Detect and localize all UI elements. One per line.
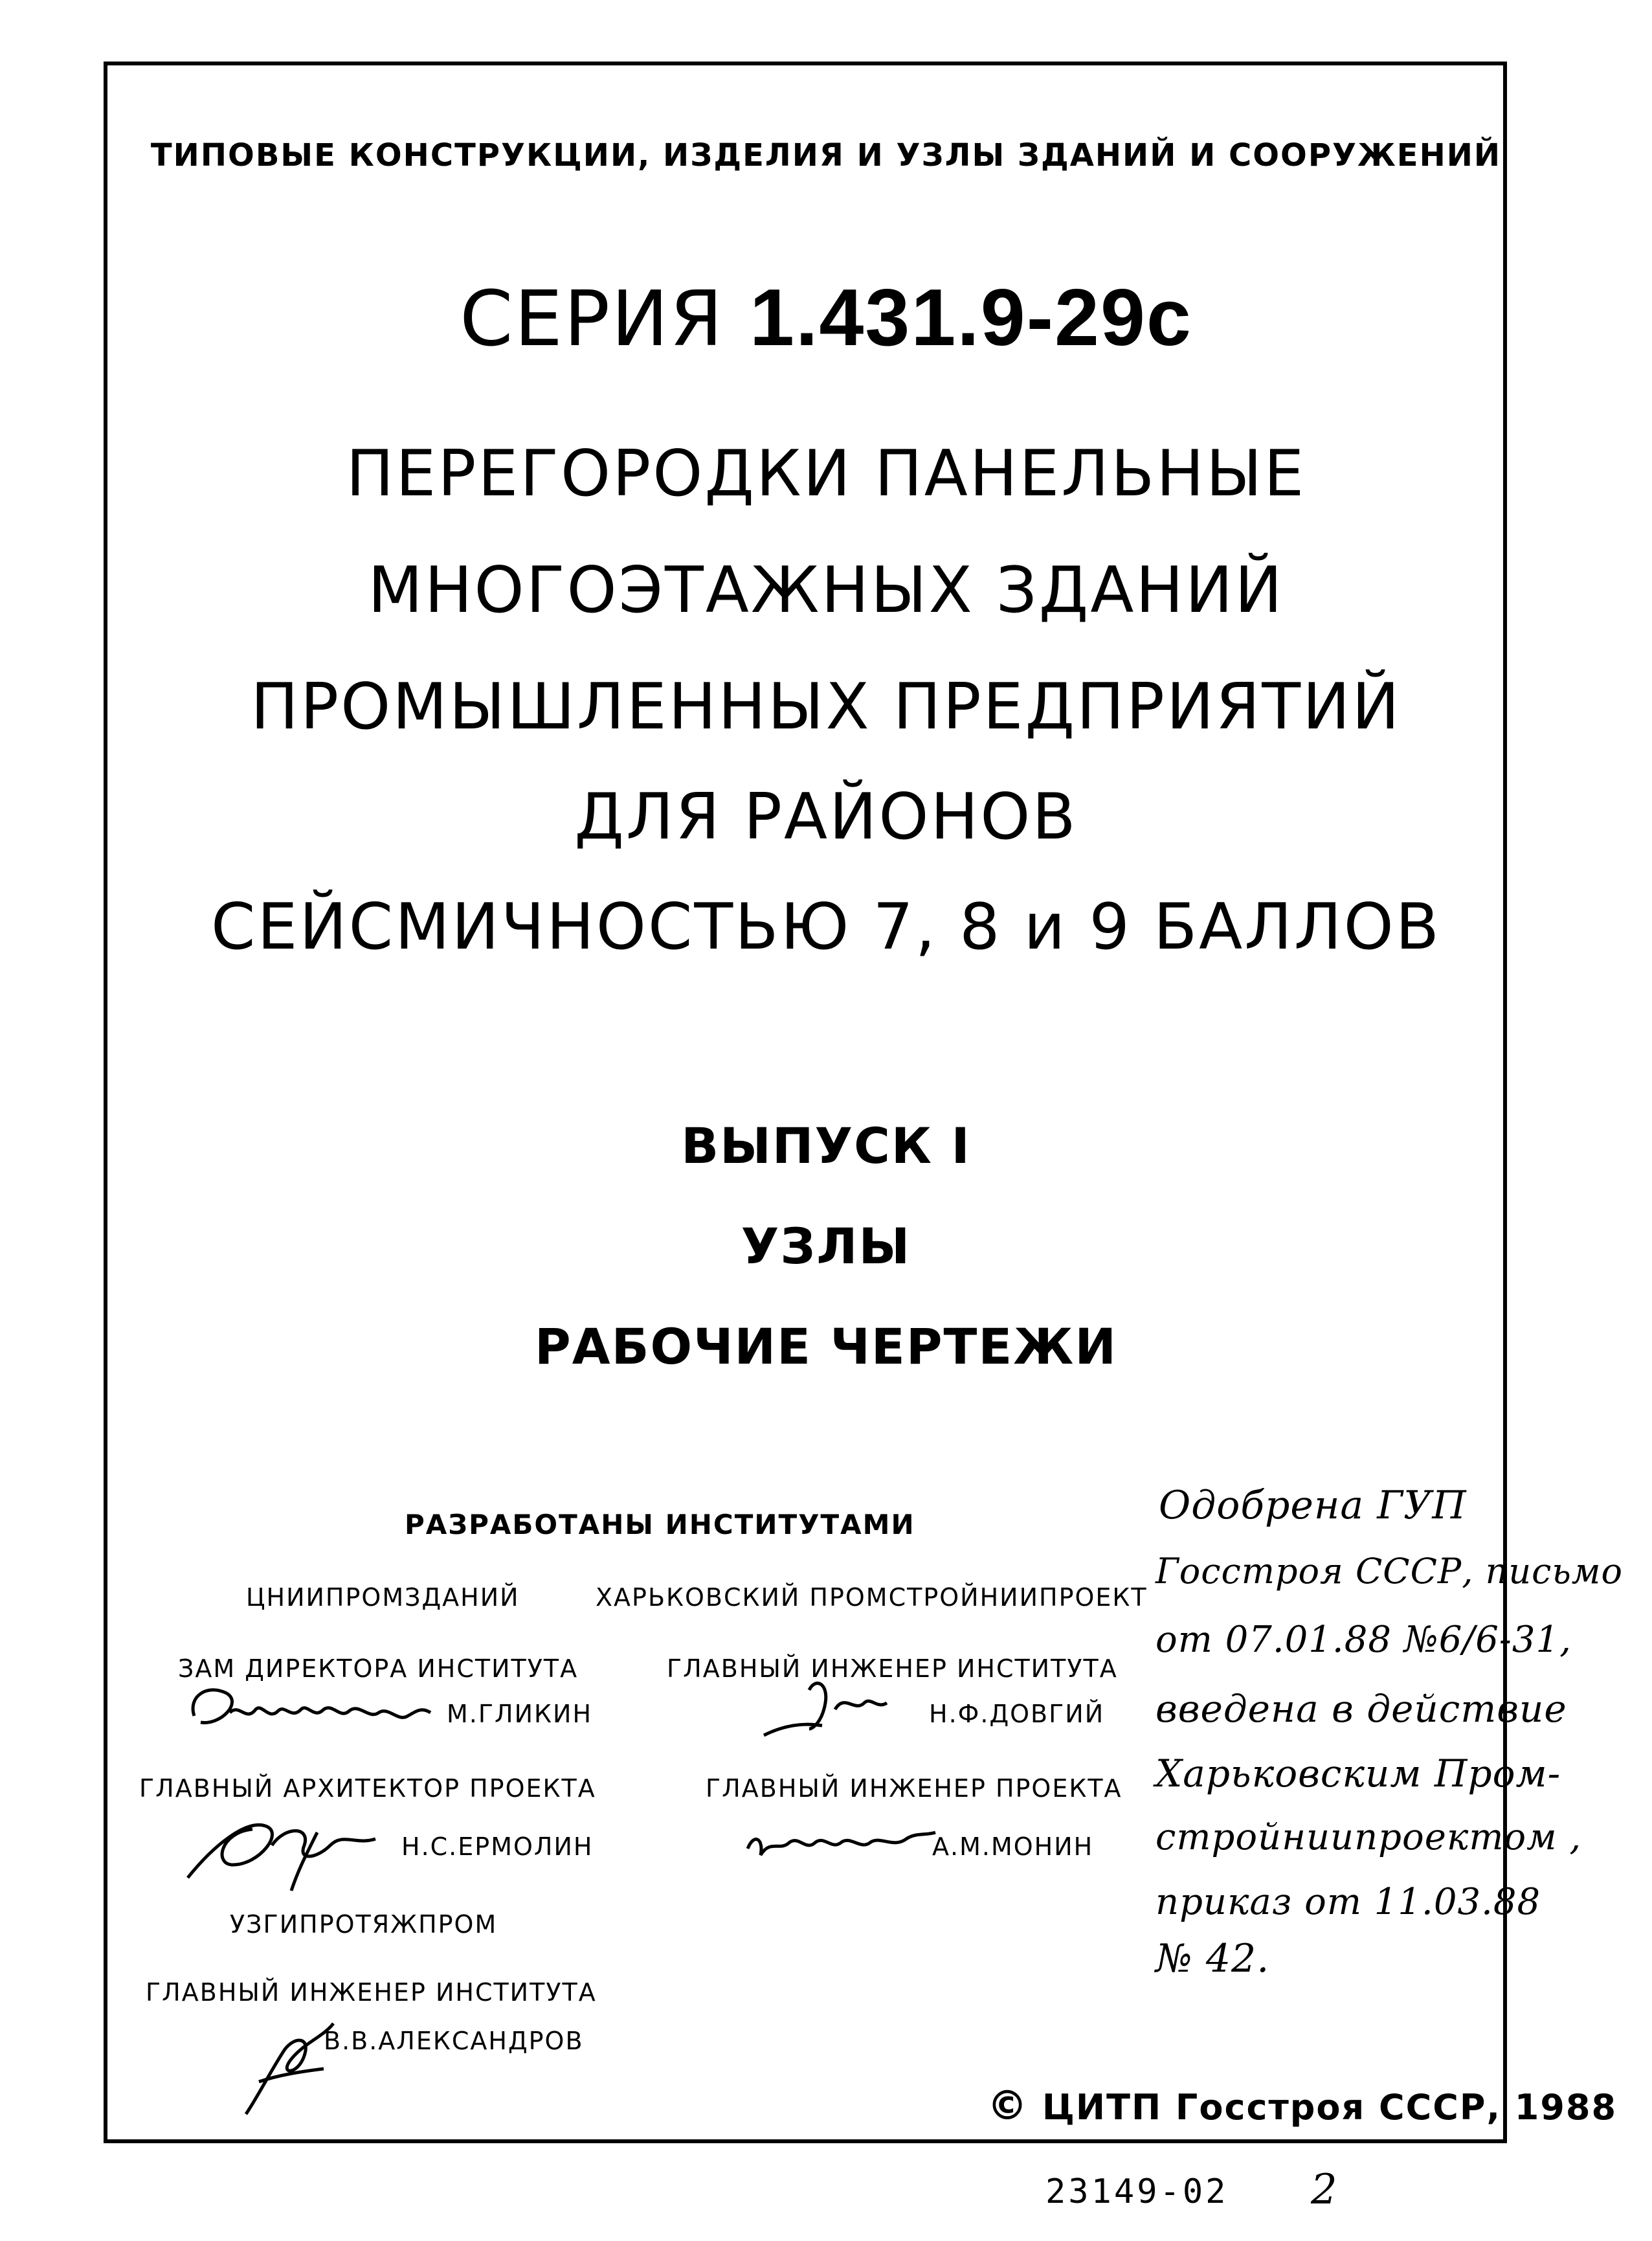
approval-line-1: Одобрена ГУП	[1159, 1483, 1467, 1528]
left-role-2: ГЛАВНЫЙ АРХИТЕКТОР ПРОЕКТА	[139, 1774, 596, 1803]
issue-part: УЗЛЫ	[741, 1217, 911, 1275]
copyright	[987, 2082, 1617, 2129]
right-institute: ХАРЬКОВСКИЙ ПРОМСТРОЙНИИПРОЕКТ	[596, 1583, 1148, 1612]
copyright-icon: ©	[987, 2082, 1029, 2129]
copyright-text: ЦИТП Госстроя СССР, 1988	[1042, 2087, 1618, 2128]
series-title	[0, 272, 1652, 364]
left-name-2: Н.С.ЕРМОЛИН	[401, 1832, 594, 1861]
third-institute: УЗГИПРОТЯЖПРОМ	[230, 1910, 498, 1939]
right-role-1: ГЛАВНЫЙ ИНЖЕНЕР ИНСТИТУТА	[667, 1654, 1118, 1683]
approval-line-5: Харьковским Пром-	[1155, 1751, 1561, 1796]
approval-line-4: введена в действие	[1155, 1687, 1567, 1731]
series-number: 1.431.9-29с	[749, 273, 1192, 363]
title-line-2: МНОГОЭТАЖНЫХ ЗДАНИЙ	[368, 554, 1284, 627]
page-number: 2	[1311, 2166, 1338, 2214]
third-name: В.В.АЛЕКСАНДРОВ	[324, 2027, 584, 2055]
right-name-1: Н.Ф.ДОВГИЙ	[929, 1700, 1105, 1728]
approval-line-3: от 07.01.88 №6/6-31,	[1155, 1619, 1572, 1661]
signature-aleksandrov	[220, 1998, 388, 2127]
title-line-1: ПЕРЕГОРОДКИ ПАНЕЛЬНЫЕ	[346, 437, 1306, 511]
series-label: СЕРИЯ	[460, 274, 724, 363]
right-name-2: А.М.МОНИН	[932, 1832, 1094, 1861]
header-text: ТИПОВЫЕ КОНСТРУКЦИИ, ИЗДЕЛИЯ И УЗЛЫ ЗДАНИЙ И СООРУЖЕНИЙ	[150, 137, 1502, 174]
approval-line-2: Госстроя СССР, письмо	[1155, 1551, 1624, 1592]
title-line-5: СЕЙСМИЧНОСТЬЮ 7, 8 и 9 БАЛЛОВ	[211, 890, 1441, 964]
right-role-2: ГЛАВНЫЙ ИНЖЕНЕР ПРОЕКТА	[706, 1774, 1122, 1803]
signature-dovgiy	[751, 1664, 919, 1748]
left-role-1: ЗАМ ДИРЕКТОРА ИНСТИТУТА	[178, 1654, 579, 1683]
approval-line-7: приказ от 11.03.88	[1155, 1881, 1541, 1923]
approval-line-8: № 42.	[1155, 1936, 1270, 1981]
signature-monin	[738, 1813, 945, 1871]
title-line-4: ДЛЯ РАЙОНОВ	[574, 780, 1078, 854]
title-line-3: ПРОМЫШЛЕННЫХ ПРЕДПРИЯТИЙ	[251, 670, 1401, 744]
issue-kind: РАБОЧИЕ ЧЕРТЕЖИ	[535, 1318, 1117, 1375]
approval-line-6: стройниипроектом ,	[1155, 1816, 1582, 1858]
third-role: ГЛАВНЫЙ ИНЖЕНЕР ИНСТИТУТА	[146, 1978, 597, 2007]
signature-ermolin	[162, 1794, 421, 1904]
left-institute: ЦНИИПРОМЗДАНИЙ	[246, 1583, 520, 1612]
issue-label: ВЫПУСК I	[681, 1117, 971, 1175]
document-code: 23149-02	[1045, 2172, 1229, 2211]
developers-heading: РАЗРАБОТАНЫ ИНСТИТУТАМИ	[405, 1509, 915, 1540]
signature-glikin	[181, 1677, 453, 1748]
left-name-1: М.ГЛИКИН	[447, 1700, 593, 1728]
